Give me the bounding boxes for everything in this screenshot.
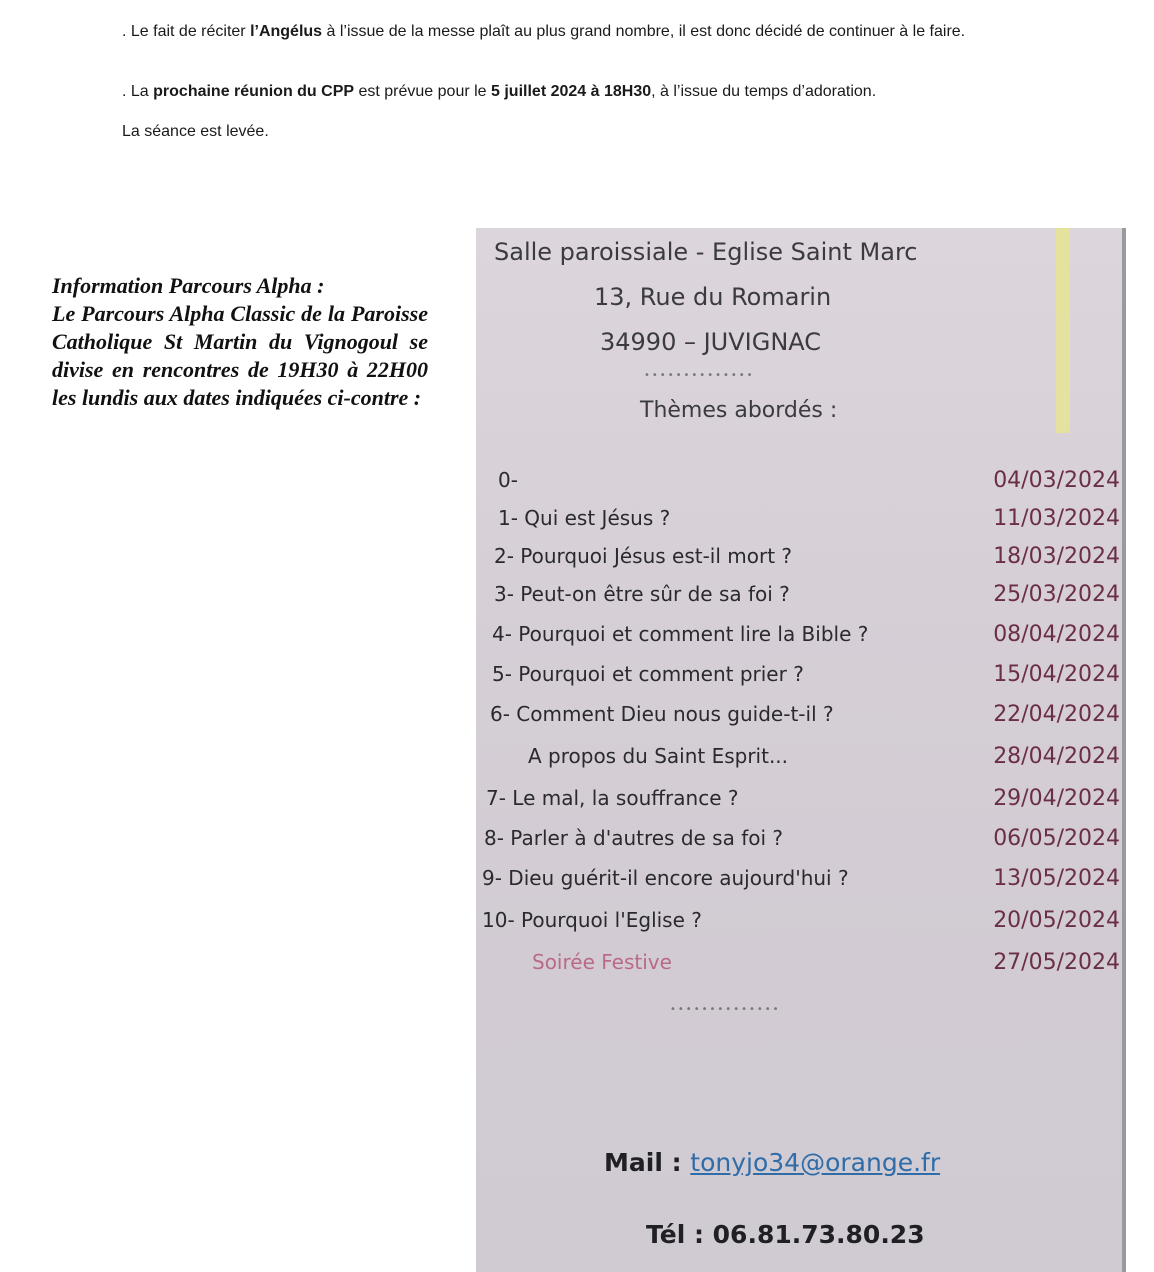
session-date: 18/03/2024 (993, 544, 1120, 569)
session-topic: 0- (498, 468, 518, 492)
next-meeting-paragraph (122, 82, 1022, 102)
session-date: 20/05/2024 (993, 908, 1120, 933)
next-meeting-middle: est prévue pour le (354, 83, 492, 100)
session-topic: 10- Pourquoi l'Eglise ? (482, 908, 702, 932)
mail-label: Mail : (604, 1148, 691, 1177)
next-meeting-bold-cpp: prochaine réunion du CPP (153, 83, 355, 100)
session-date: 15/04/2024 (993, 662, 1120, 687)
session-row (476, 702, 1126, 738)
session-topic: 7- Le mal, la souffrance ? (486, 786, 739, 810)
closing-line: La séance est levée. (122, 123, 269, 140)
session-topic: 4- Pourquoi et comment lire la Bible ? (492, 622, 869, 646)
session-row (476, 468, 1126, 504)
session-row (476, 582, 1126, 618)
session-date: 04/03/2024 (993, 468, 1120, 493)
mail-address-link[interactable]: tonyjo34@orange.fr (690, 1148, 941, 1177)
angelus-prefix: . Le fait de réciter (122, 23, 251, 40)
session-topic: 2- Pourquoi Jésus est-il mort ? (494, 544, 793, 568)
session-topic: 9- Dieu guérit-il encore aujourd'hui ? (482, 866, 849, 890)
session-date: 06/05/2024 (993, 826, 1120, 851)
session-date: 27/05/2024 (993, 950, 1120, 975)
session-row (476, 622, 1126, 658)
session-topic: 1- Qui est Jésus ? (498, 506, 671, 530)
session-row (476, 908, 1126, 944)
session-topic: A propos du Saint Esprit... (528, 744, 789, 768)
flyer-divider-top: •••••••••••••• (644, 370, 755, 381)
flyer-venue: Salle paroissiale - Eglise Saint Marc (494, 238, 918, 266)
angelus-paragraph (122, 22, 1022, 42)
session-row (476, 950, 1126, 986)
flyer-street: 13, Rue du Romarin (594, 283, 832, 311)
session-row (476, 866, 1126, 902)
next-meeting-suffix: , à l’issue du temps d’adoration. (651, 83, 877, 100)
angelus-suffix: à l’issue de la messe plaît au plus grand nombre, il est donc décidé de continuer à le faire. (322, 23, 966, 40)
highlighter-mark (1056, 228, 1070, 433)
alpha-info-block (52, 272, 428, 412)
session-date: 28/04/2024 (993, 744, 1120, 769)
session-topic: 6- Comment Dieu nous guide-t-il ? (490, 702, 834, 726)
session-date: 13/05/2024 (993, 866, 1120, 891)
flyer-divider-bottom: •••••••••••••• (670, 1004, 781, 1015)
session-date: 29/04/2024 (993, 786, 1120, 811)
session-row (476, 786, 1126, 822)
session-row (476, 662, 1126, 698)
session-date: 08/04/2024 (993, 622, 1120, 647)
alpha-flyer-photo (476, 228, 1126, 1272)
session-topic: 5- Pourquoi et comment prier ? (492, 662, 804, 686)
flyer-city: 34990 – JUVIGNAC (600, 328, 822, 356)
flyer-phone: Tél : 06.81.73.80.23 (646, 1220, 925, 1249)
next-meeting-bold-date: 5 juillet 2024 à 18H30 (491, 83, 652, 100)
session-row (476, 744, 1126, 780)
session-date: 25/03/2024 (993, 582, 1120, 607)
next-meeting-prefix: . La (122, 83, 154, 100)
session-topic: 8- Parler à d'autres de sa foi ? (484, 826, 784, 850)
session-row (476, 544, 1126, 580)
session-date: 22/04/2024 (993, 702, 1120, 727)
session-row (476, 826, 1126, 862)
alpha-info-body: Le Parcours Alpha Classic de la Paroisse Catholique St Martin du Vignogoul se divise en rencontres de 19H30 à 22H00 les lundis aux dates indiquées ci-contre : (52, 301, 428, 410)
session-topic: Soirée Festive (532, 950, 672, 974)
session-topic: 3- Peut-on être sûr de sa foi ? (494, 582, 790, 606)
session-row (476, 506, 1126, 542)
angelus-bold: l’Angélus (250, 23, 323, 40)
alpha-info-title: Information Parcours Alpha : (52, 273, 325, 298)
flyer-themes-heading: Thèmes abordés : (640, 398, 838, 423)
session-date: 11/03/2024 (993, 506, 1120, 531)
flyer-mail (604, 1148, 940, 1177)
